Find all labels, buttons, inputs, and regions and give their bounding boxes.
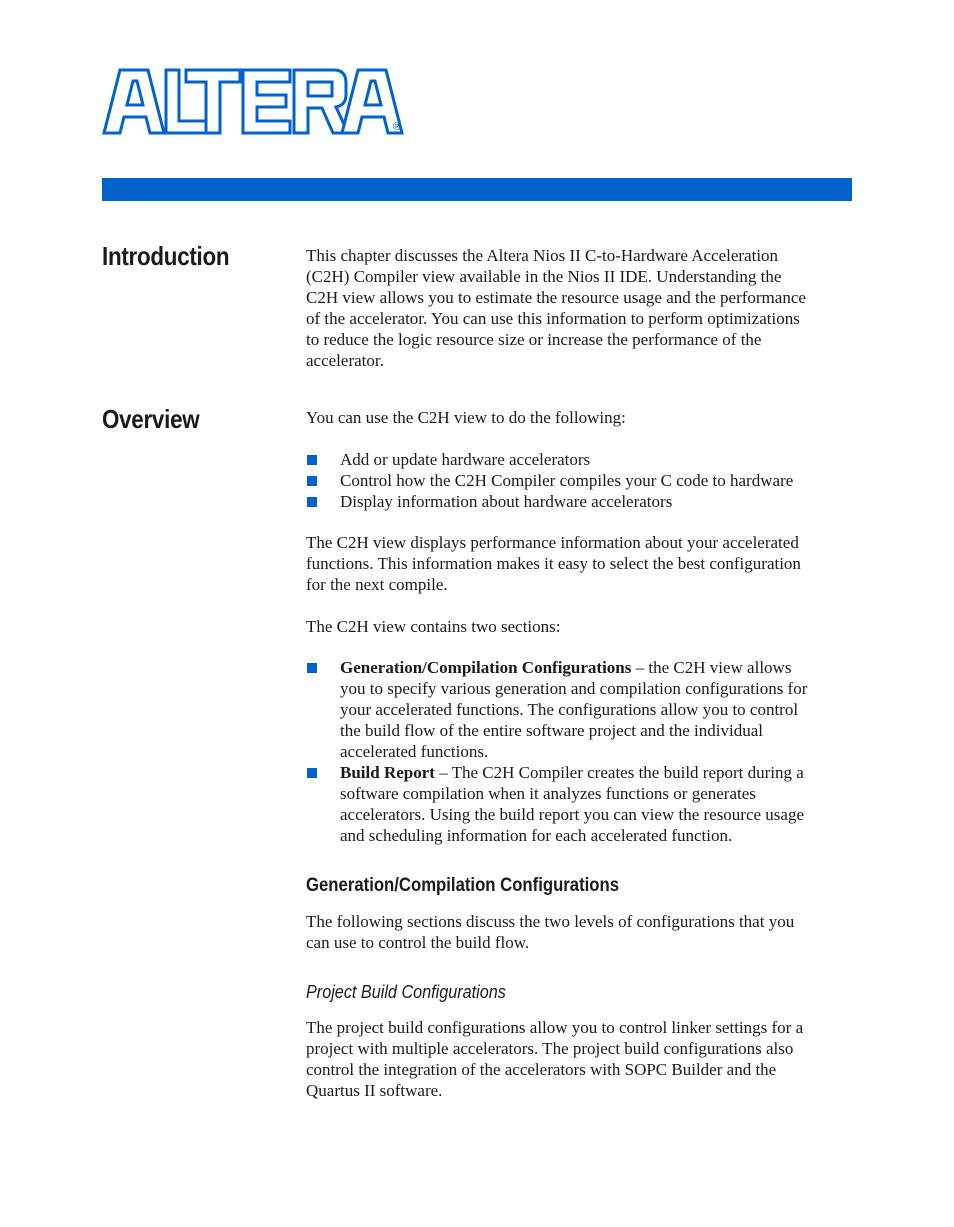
list-item: Build Report – The C2H Compiler creates the build report during a software compilation when it analyzes functions or generates accelerators. Using the build report you can view the resource usage and scheduling information for each accelerated function. [306, 762, 852, 846]
registered-mark-icon: ® [393, 121, 402, 133]
bullet-square-icon [307, 663, 317, 673]
altera-logo [102, 67, 408, 137]
introduction-heading: Introduction [102, 241, 230, 271]
sections-lead: The C2H view contains two sections: [306, 617, 561, 636]
overview-heading: Overview [102, 404, 200, 434]
project-build-paragraph: The project build configurations allow you to control linker settings for a project with multiple accelerators. The project build configurations also control the integration of the accelerators with SOPC Builder and the Quartus II software. [306, 1018, 804, 1100]
gen-comp-heading: Generation/Compilation Configurations [306, 875, 620, 896]
bullet-square-icon [307, 476, 317, 486]
bullet-square-icon [307, 455, 317, 465]
gen-comp-paragraph: The following sections discuss the two levels of configurations that you can use to control the build flow. [306, 912, 795, 952]
introduction-paragraph: This chapter discusses the Altera Nios II C-to-Hardware Acceleration (C2H) Compiler view available in the Nios II IDE. Understanding the C2H view allows you to estimate the resource usage and the performance of the accelerator. You can use this information to perform optimizations to reduce the logic resource size or increase the performance of the accelerator. [306, 246, 806, 370]
list-item: Generation/Compilation Configurations – the C2H view allows you to specify various generation and compilation configurations for your accelerated functions. The configurations allow you to control the build flow of the entire software project and the individual accelerated functions. [306, 657, 852, 762]
header-rule-bar [102, 178, 852, 201]
list-item: Display information about hardware accelerators [306, 491, 852, 512]
performance-paragraph: The C2H view displays performance information about your accelerated functions. This information makes it easy to select the best configuration for the next compile. [306, 533, 801, 594]
bullet-square-icon [307, 497, 317, 507]
list-item: Add or update hardware accelerators [306, 449, 852, 470]
project-build-heading: Project Build Configurations [306, 982, 506, 1002]
list-item: Control how the C2H Compiler compiles your C code to hardware [306, 470, 852, 491]
sections-list [306, 657, 852, 846]
overview-lead: You can use the C2H view to do the following: [306, 408, 626, 427]
bullet-square-icon [307, 768, 317, 778]
capabilities-list [306, 449, 852, 512]
